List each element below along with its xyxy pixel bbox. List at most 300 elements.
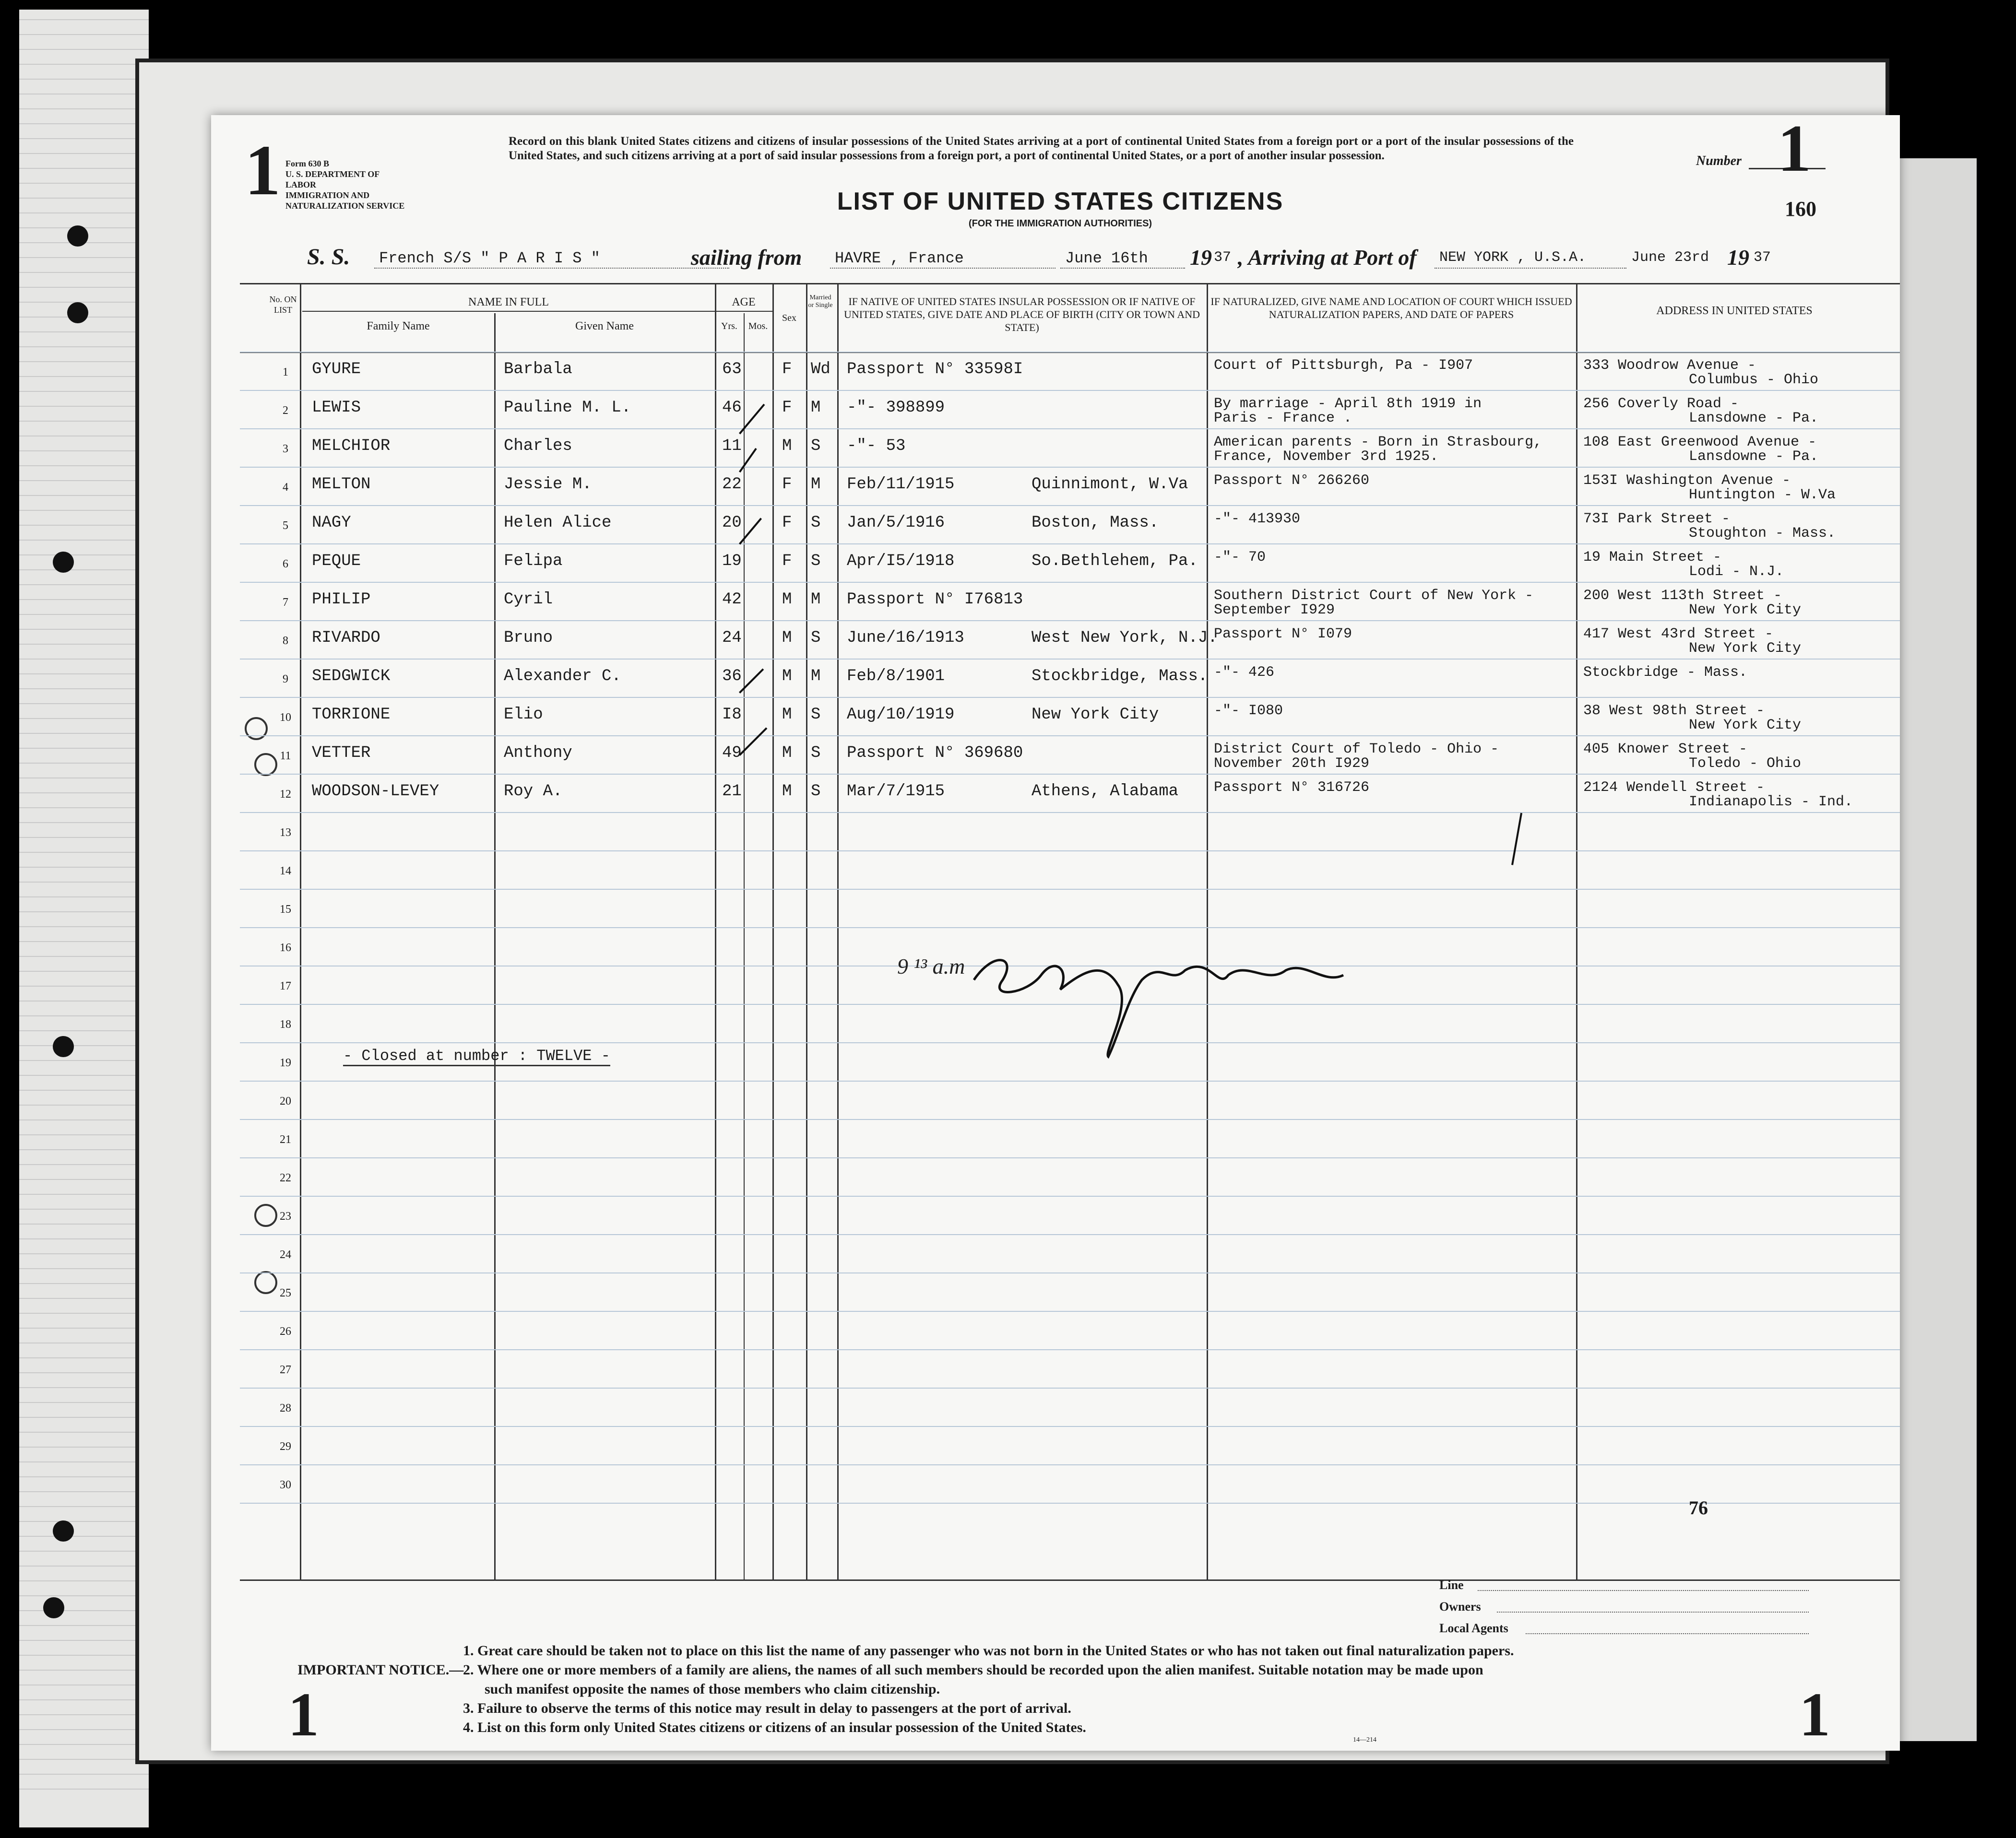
ledger-rule bbox=[19, 331, 149, 332]
given-name-cell: Roy A. bbox=[504, 782, 563, 801]
row-rule bbox=[240, 889, 1900, 890]
sex-cell: F bbox=[782, 399, 792, 417]
row-number: 7 bbox=[283, 596, 288, 609]
row-number: 23 bbox=[280, 1210, 291, 1223]
ledger-rule bbox=[19, 168, 149, 169]
naturalization-cell-line2: France, November 3rd 1925. bbox=[1214, 448, 1439, 465]
age-cell: 42 bbox=[722, 590, 742, 609]
col-birth: IF NATIVE OF UNITED STATES INSULAR POSSESSION OR IF NATIVE OF UNITED STATES, GIVE DATE AND PLACE OF BIRTH (CITY OR TOWN AND STATE) bbox=[843, 295, 1200, 333]
birth-date-cell: Jan/5/1916 bbox=[847, 514, 945, 532]
form-instructions: Record on this blank United States citizens and citizens of insular possessions of the United States arriving at a port of continental United States from a foreign port or a port of the insular possessions of the United States, and such citizens arriving at a port of said insular possessions from a foreign port, a port of continental United States, or a port of another insular possession. bbox=[509, 135, 1574, 162]
ledger-rule bbox=[19, 1625, 149, 1626]
address-cell: 200 West 113th Street - bbox=[1583, 588, 1782, 604]
notice-1: 1. Great care should be taken not to place on this list the name of any passenger who was not born in the United States or who has not taken out final naturalization papers. bbox=[463, 1643, 1514, 1659]
address-cell-line2: Lansdowne - Pa. bbox=[1689, 448, 1819, 465]
address-cell-line2: New York City bbox=[1689, 717, 1802, 733]
age-cell: 46 bbox=[722, 399, 742, 417]
ledger-rule bbox=[19, 763, 149, 764]
row-number: 15 bbox=[280, 903, 291, 916]
birth-place-cell: Stockbridge, Mass. bbox=[1032, 667, 1208, 685]
family-name-cell: MELTON bbox=[312, 475, 371, 494]
arrival-year: 37 bbox=[1754, 249, 1771, 266]
row-rule bbox=[240, 812, 1900, 813]
row-rule bbox=[240, 1234, 1900, 1235]
ledger-rule bbox=[19, 718, 149, 719]
ledger-rule bbox=[19, 1551, 149, 1552]
handwritten-page-number: 160 bbox=[1785, 197, 1816, 221]
table-row bbox=[240, 543, 1900, 582]
ledger-rule bbox=[19, 153, 149, 154]
naturalization-cell: District Court of Toledo - Ohio - bbox=[1214, 741, 1499, 757]
ledger-rule bbox=[19, 1536, 149, 1537]
given-name-cell: Anthony bbox=[504, 744, 572, 762]
given-name-cell: Cyril bbox=[504, 590, 553, 609]
birth-date-cell: -"- 398899 bbox=[847, 399, 945, 417]
sex-cell: M bbox=[782, 629, 792, 647]
ledger-rule bbox=[19, 644, 149, 645]
ledger-rule bbox=[19, 525, 149, 526]
row-number: 18 bbox=[280, 1018, 291, 1031]
ledger-rule bbox=[19, 1566, 149, 1567]
table-row bbox=[240, 620, 1900, 659]
col-name-in-full: NAME IN FULL bbox=[468, 296, 549, 308]
ledger-rule bbox=[19, 1640, 149, 1641]
ledger-rule bbox=[19, 1119, 149, 1120]
naturalization-cell: By marriage - April 8th 1919 in bbox=[1214, 396, 1482, 412]
address-cell: Stockbridge - Mass. bbox=[1583, 664, 1748, 681]
birth-date-cell: Mar/7/1915 bbox=[847, 782, 945, 801]
birth-place-cell: So.Bethlehem, Pa. bbox=[1032, 552, 1198, 570]
ledger-rule bbox=[19, 1417, 149, 1418]
naturalization-cell: -"- 426 bbox=[1214, 664, 1275, 681]
ledger-rule bbox=[19, 1283, 149, 1284]
table-row bbox=[240, 659, 1900, 697]
naturalization-cell: Passport N° I079 bbox=[1214, 626, 1352, 642]
ledger-rule bbox=[19, 569, 149, 570]
marital-status-cell: M bbox=[811, 399, 821, 417]
number-value: 1 bbox=[1778, 111, 1811, 186]
birth-place-cell: Quinnimont, W.Va bbox=[1032, 475, 1188, 494]
table-row bbox=[240, 505, 1900, 543]
row-rule bbox=[240, 1426, 1900, 1427]
table-row bbox=[240, 582, 1900, 620]
birth-date-cell: June/16/1913 bbox=[847, 629, 964, 647]
ledger-rule bbox=[19, 1402, 149, 1403]
sex-cell: M bbox=[782, 667, 792, 685]
marital-status-cell: S bbox=[811, 782, 821, 801]
table-row bbox=[240, 390, 1900, 428]
ledger-rule bbox=[19, 629, 149, 630]
ledger-rule bbox=[19, 882, 149, 883]
birth-place-cell: Athens, Alabama bbox=[1032, 782, 1179, 801]
row-number: 22 bbox=[280, 1172, 291, 1184]
address-cell: 333 Woodrow Avenue - bbox=[1583, 357, 1756, 374]
row-rule bbox=[240, 1272, 1900, 1273]
agents-field bbox=[1526, 1633, 1809, 1634]
naturalization-cell: -"- 413930 bbox=[1214, 511, 1301, 527]
ledger-rule bbox=[19, 911, 149, 912]
sex-cell: M bbox=[782, 744, 792, 762]
row-rule bbox=[240, 1081, 1900, 1082]
row-number: 3 bbox=[283, 443, 288, 455]
age-header-rule bbox=[715, 311, 772, 312]
naturalization-cell-line2: Paris - France . bbox=[1214, 410, 1352, 426]
year-prefix-2: 19 bbox=[1727, 245, 1749, 270]
row-number: 11 bbox=[280, 750, 291, 762]
departure-rule bbox=[830, 268, 1055, 269]
address-cell: 405 Knower Street - bbox=[1583, 741, 1748, 757]
address-cell: 108 East Greenwood Avenue - bbox=[1583, 434, 1817, 450]
ledger-rule bbox=[19, 703, 149, 704]
ledger-rule bbox=[19, 584, 149, 585]
notice-2: 2. Where one or more members of a family are aliens, the names of all such members should be recorded upon the alien manifest. Suitable notation may be made upon bbox=[463, 1662, 1483, 1678]
family-name-cell: GYURE bbox=[312, 360, 361, 378]
binder-hole bbox=[53, 552, 74, 573]
ledger-rule bbox=[19, 673, 149, 674]
ledger-rule bbox=[19, 1357, 149, 1358]
ledger-rule bbox=[19, 302, 149, 303]
ledger-rule bbox=[19, 1476, 149, 1477]
line-field bbox=[1478, 1590, 1809, 1591]
age-cell: I8 bbox=[722, 706, 742, 724]
notice-3: 3. Failure to observe the terms of this notice may result in delay to passengers at the port of arrival. bbox=[463, 1700, 1071, 1716]
ledger-rule bbox=[19, 138, 149, 139]
ledger-rule bbox=[19, 941, 149, 942]
birth-date-cell: Aug/10/1919 bbox=[847, 706, 955, 724]
address-cell-line2: Indianapolis - Ind. bbox=[1689, 794, 1853, 810]
row-number: 16 bbox=[280, 942, 291, 954]
ledger-rule bbox=[19, 1090, 149, 1091]
age-cell: 19 bbox=[722, 552, 742, 570]
address-cell: 153I Washington Avenue - bbox=[1583, 472, 1791, 489]
sex-cell: F bbox=[782, 475, 792, 494]
col-age-months: Mos. bbox=[748, 321, 768, 331]
family-name-cell: RIVARDO bbox=[312, 629, 380, 647]
owners-field bbox=[1497, 1612, 1809, 1613]
bottom-right-number: 1 bbox=[1799, 1680, 1830, 1749]
arrival-rule bbox=[1435, 268, 1626, 269]
row-number: 19 bbox=[280, 1057, 291, 1069]
table-row bbox=[240, 428, 1900, 467]
family-name-cell: NAGY bbox=[312, 514, 351, 532]
birth-place-cell: Boston, Mass. bbox=[1032, 514, 1159, 532]
sex-cell: F bbox=[782, 552, 792, 570]
ss-label: S. S. bbox=[307, 244, 350, 270]
ship-rule bbox=[374, 268, 729, 269]
ledger-rule bbox=[19, 287, 149, 288]
ledger-rule bbox=[19, 465, 149, 466]
voyage-line bbox=[211, 240, 1900, 273]
ledger-rule bbox=[19, 1521, 149, 1522]
marital-status-cell: S bbox=[811, 629, 821, 647]
naturalization-cell: -"- 70 bbox=[1214, 549, 1266, 566]
department-line: U. S. DEPARTMENT OF LABOR bbox=[285, 169, 379, 189]
departure-port: HAVRE , France bbox=[835, 249, 964, 267]
marital-status-cell: Wd bbox=[811, 360, 830, 378]
row-number: 20 bbox=[280, 1095, 291, 1108]
family-name-cell: PEQUE bbox=[312, 552, 361, 570]
ledger-rule bbox=[19, 1209, 149, 1210]
marital-status-cell: S bbox=[811, 744, 821, 762]
given-name-cell: Pauline M. L. bbox=[504, 399, 631, 417]
ledger-rule bbox=[19, 34, 149, 35]
arrival-date: June 23rd bbox=[1631, 249, 1709, 266]
ledger-rule bbox=[19, 688, 149, 689]
ledger-rule bbox=[19, 123, 149, 124]
age-cell: 11 bbox=[722, 437, 742, 455]
age-cell: 63 bbox=[722, 360, 742, 378]
row-number: 24 bbox=[280, 1249, 291, 1261]
line-label: Line bbox=[1439, 1578, 1464, 1592]
ledger-rule bbox=[19, 1268, 149, 1269]
ledger-rule bbox=[19, 1789, 149, 1790]
notice-4: 4. List on this form only United States citizens or citizens of an insular possession of the United States. bbox=[463, 1720, 1086, 1735]
table-row bbox=[240, 467, 1900, 505]
ledger-rule bbox=[19, 1015, 149, 1016]
col-given-name: Given Name bbox=[575, 320, 634, 332]
marital-status-cell: S bbox=[811, 552, 821, 570]
ledger-rule bbox=[19, 614, 149, 615]
ledger-rule bbox=[19, 391, 149, 392]
given-name-cell: Charles bbox=[504, 437, 572, 455]
row-rule bbox=[240, 1157, 1900, 1158]
row-number: 27 bbox=[280, 1364, 291, 1376]
given-name-cell: Felipa bbox=[504, 552, 563, 570]
ledger-rule bbox=[19, 733, 149, 734]
manifest-table bbox=[240, 283, 1900, 1581]
given-name-cell: Bruno bbox=[504, 629, 553, 647]
ledger-rule bbox=[19, 1372, 149, 1373]
table-row bbox=[240, 735, 1900, 774]
ledger-rule bbox=[19, 822, 149, 823]
ledger-rule bbox=[19, 376, 149, 377]
naturalization-cell: -"- I080 bbox=[1214, 703, 1283, 719]
sex-cell: M bbox=[782, 590, 792, 609]
ledger-rule bbox=[19, 1670, 149, 1671]
ledger-rule bbox=[19, 1655, 149, 1656]
arrival-port: NEW YORK , U.S.A. bbox=[1439, 249, 1587, 266]
agents-label: Local Agents bbox=[1439, 1621, 1508, 1635]
naturalization-cell: Passport N° 266260 bbox=[1214, 472, 1370, 489]
ledger-rule bbox=[19, 346, 149, 347]
ledger-rule bbox=[19, 867, 149, 868]
marital-status-cell: M bbox=[811, 475, 821, 494]
ledger-rule bbox=[19, 1729, 149, 1730]
row-rule bbox=[240, 850, 1900, 851]
marital-status-cell: S bbox=[811, 706, 821, 724]
ledger-rule bbox=[19, 956, 149, 957]
row-number: 8 bbox=[283, 635, 288, 647]
row-number: 13 bbox=[280, 826, 291, 839]
ledger-rule bbox=[19, 1774, 149, 1775]
row-rule bbox=[240, 1119, 1900, 1120]
row-rule bbox=[240, 1196, 1900, 1197]
address-cell-line2: Stoughton - Mass. bbox=[1689, 525, 1836, 542]
table-row bbox=[240, 774, 1900, 812]
pencil-tick bbox=[1511, 813, 1522, 865]
service-line: IMMIGRATION AND NATURALIZATION SERVICE bbox=[285, 190, 405, 211]
address-cell: 2124 Wendell Street - bbox=[1583, 779, 1765, 796]
ledger-rule bbox=[19, 1134, 149, 1135]
given-name-cell: Elio bbox=[504, 706, 543, 724]
arriving-label: , Arriving at Port of bbox=[1238, 245, 1417, 270]
ledger-rule bbox=[19, 1744, 149, 1745]
row-number: 14 bbox=[280, 865, 291, 877]
col-age-years: Yrs. bbox=[721, 321, 737, 331]
ledger-rule bbox=[19, 421, 149, 422]
ledger-rule bbox=[19, 554, 149, 555]
ledger-rule bbox=[19, 1699, 149, 1700]
given-name-cell: Alexander C. bbox=[504, 667, 621, 685]
binder-hole bbox=[53, 1520, 74, 1542]
ledger-rule bbox=[19, 1164, 149, 1165]
birth-date-cell: Passport N° I76813 bbox=[847, 590, 1023, 609]
ledger-rule bbox=[19, 495, 149, 496]
address-cell: 256 Coverly Road - bbox=[1583, 396, 1739, 412]
ledger-rule bbox=[19, 1045, 149, 1046]
ledger-rule bbox=[19, 1105, 149, 1106]
binder-hole bbox=[43, 1597, 64, 1618]
ledger-rule bbox=[19, 510, 149, 511]
form-title: LIST OF UNITED STATES CITIZENS bbox=[837, 188, 1284, 215]
naturalization-cell: Court of Pittsburgh, Pa - I907 bbox=[1214, 357, 1473, 374]
family-name-cell: PHILIP bbox=[312, 590, 371, 609]
row-number: 10 bbox=[280, 711, 291, 724]
sailing-from-label: sailing from bbox=[691, 245, 802, 270]
ledger-rule bbox=[19, 1030, 149, 1031]
naturalization-cell: American parents - Born in Strasbourg, bbox=[1214, 434, 1542, 450]
address-cell: 417 West 43rd Street - bbox=[1583, 626, 1774, 642]
naturalization-cell: Passport N° 316726 bbox=[1214, 779, 1370, 796]
ledger-rule bbox=[19, 599, 149, 600]
sex-cell: M bbox=[782, 437, 792, 455]
col-family-name: Family Name bbox=[367, 320, 430, 332]
ledger-rule bbox=[19, 361, 149, 362]
ledger-rule bbox=[19, 896, 149, 897]
ledger-rule bbox=[19, 480, 149, 481]
address-cell: 38 West 98th Street - bbox=[1583, 703, 1765, 719]
naturalization-cell: Southern District Court of New York - bbox=[1214, 588, 1534, 604]
col-married-single: Married or Single bbox=[808, 294, 833, 309]
age-cell: 36 bbox=[722, 667, 742, 685]
family-name-cell: SEDGWICK bbox=[312, 667, 391, 685]
ledger-rule bbox=[19, 1714, 149, 1715]
ledger-rule bbox=[19, 1491, 149, 1492]
ledger-rule bbox=[19, 406, 149, 407]
row-rule bbox=[240, 927, 1900, 928]
birth-place-cell: New York City bbox=[1032, 706, 1159, 724]
row-number: 2 bbox=[283, 404, 288, 417]
marital-status-cell: S bbox=[811, 437, 821, 455]
closing-note: - Closed at number : TWELVE - bbox=[343, 1047, 610, 1066]
ledger-rule bbox=[19, 1060, 149, 1061]
row-rule bbox=[240, 1503, 1900, 1504]
row-number: 25 bbox=[280, 1287, 291, 1299]
ledger-rule bbox=[19, 792, 149, 793]
naturalization-cell-line2: November 20th I929 bbox=[1214, 755, 1370, 772]
row-number: 28 bbox=[280, 1402, 291, 1414]
row-number: 9 bbox=[283, 673, 288, 685]
form-code: Form 630 B bbox=[285, 159, 329, 168]
ledger-rule bbox=[19, 272, 149, 273]
address-cell-line2: New York City bbox=[1689, 640, 1802, 657]
corner-number: 1 bbox=[245, 130, 281, 210]
ledger-rule bbox=[19, 986, 149, 987]
family-name-cell: VETTER bbox=[312, 744, 371, 762]
birth-date-cell: -"- 53 bbox=[847, 437, 906, 455]
address-cell: 73I Park Street - bbox=[1583, 511, 1731, 527]
ledger-rule bbox=[19, 1328, 149, 1329]
page-number: 76 bbox=[1689, 1497, 1708, 1519]
ledger-rule bbox=[19, 1075, 149, 1076]
col-sex: Sex bbox=[782, 313, 796, 323]
table-row bbox=[240, 697, 1900, 735]
age-cell: 20 bbox=[722, 514, 742, 532]
ledger-rule bbox=[19, 1461, 149, 1462]
departure-date: June 16th bbox=[1065, 249, 1148, 267]
age-cell: 24 bbox=[722, 629, 742, 647]
address-cell: 19 Main Street - bbox=[1583, 549, 1722, 566]
inspector-signature bbox=[960, 942, 1363, 1066]
birth-place-cell: West New York, N.J. bbox=[1032, 629, 1218, 647]
owners-label: Owners bbox=[1439, 1600, 1481, 1614]
address-cell-line2: New York City bbox=[1689, 602, 1802, 618]
ledger-rule bbox=[19, 1149, 149, 1150]
row-number: 30 bbox=[280, 1479, 291, 1491]
row-number: 4 bbox=[283, 481, 288, 494]
sex-cell: M bbox=[782, 706, 792, 724]
ledger-rule bbox=[19, 1595, 149, 1596]
name-header-rule bbox=[302, 311, 715, 312]
row-number: 5 bbox=[283, 519, 288, 532]
birth-date-cell: Feb/8/1901 bbox=[847, 667, 945, 685]
birth-date-cell: Apr/I5/1918 bbox=[847, 552, 955, 570]
ledger-rule bbox=[19, 748, 149, 749]
col-naturalized: IF NATURALIZED, GIVE NAME AND LOCATION OF COURT WHICH ISSUED NATURALIZATION PAPERS, AND DATE OF PAPERS bbox=[1210, 295, 1572, 320]
table-row bbox=[240, 352, 1900, 390]
ship-name: French S/S " P A R I S " bbox=[379, 249, 600, 267]
row-number: 17 bbox=[280, 980, 291, 992]
form-subtitle: (FOR THE IMMIGRATION AUTHORITIES) bbox=[968, 218, 1152, 229]
address-cell-line2: Columbus - Ohio bbox=[1689, 372, 1819, 388]
print-code: 14—214 bbox=[1353, 1736, 1376, 1744]
age-cell: 22 bbox=[722, 475, 742, 494]
side-ledger-sheet bbox=[19, 10, 149, 1827]
ledger-rule bbox=[19, 1179, 149, 1180]
binder-hole bbox=[67, 302, 88, 323]
ledger-rule bbox=[19, 1224, 149, 1225]
ledger-rule bbox=[19, 257, 149, 258]
ledger-rule bbox=[19, 837, 149, 838]
ledger-rule bbox=[19, 852, 149, 853]
ledger-rule bbox=[19, 79, 149, 80]
marital-status-cell: S bbox=[811, 514, 821, 532]
row-number: 29 bbox=[280, 1440, 291, 1453]
given-name-cell: Jessie M. bbox=[504, 475, 592, 494]
ledger-rule bbox=[19, 198, 149, 199]
binder-hole bbox=[67, 225, 88, 247]
signature-time: 9 ¹³ a.m bbox=[897, 954, 965, 978]
sex-cell: F bbox=[782, 514, 792, 532]
ledger-rule bbox=[19, 926, 149, 927]
row-number: 12 bbox=[280, 788, 291, 801]
ledger-rule bbox=[19, 212, 149, 213]
birth-date-cell: Passport N° 33598I bbox=[847, 360, 1023, 378]
col-no-on-list: No. ON LIST bbox=[269, 295, 297, 315]
ledger-rule bbox=[19, 971, 149, 972]
marital-status-cell: M bbox=[811, 590, 821, 609]
departure-year: 37 bbox=[1214, 249, 1232, 266]
